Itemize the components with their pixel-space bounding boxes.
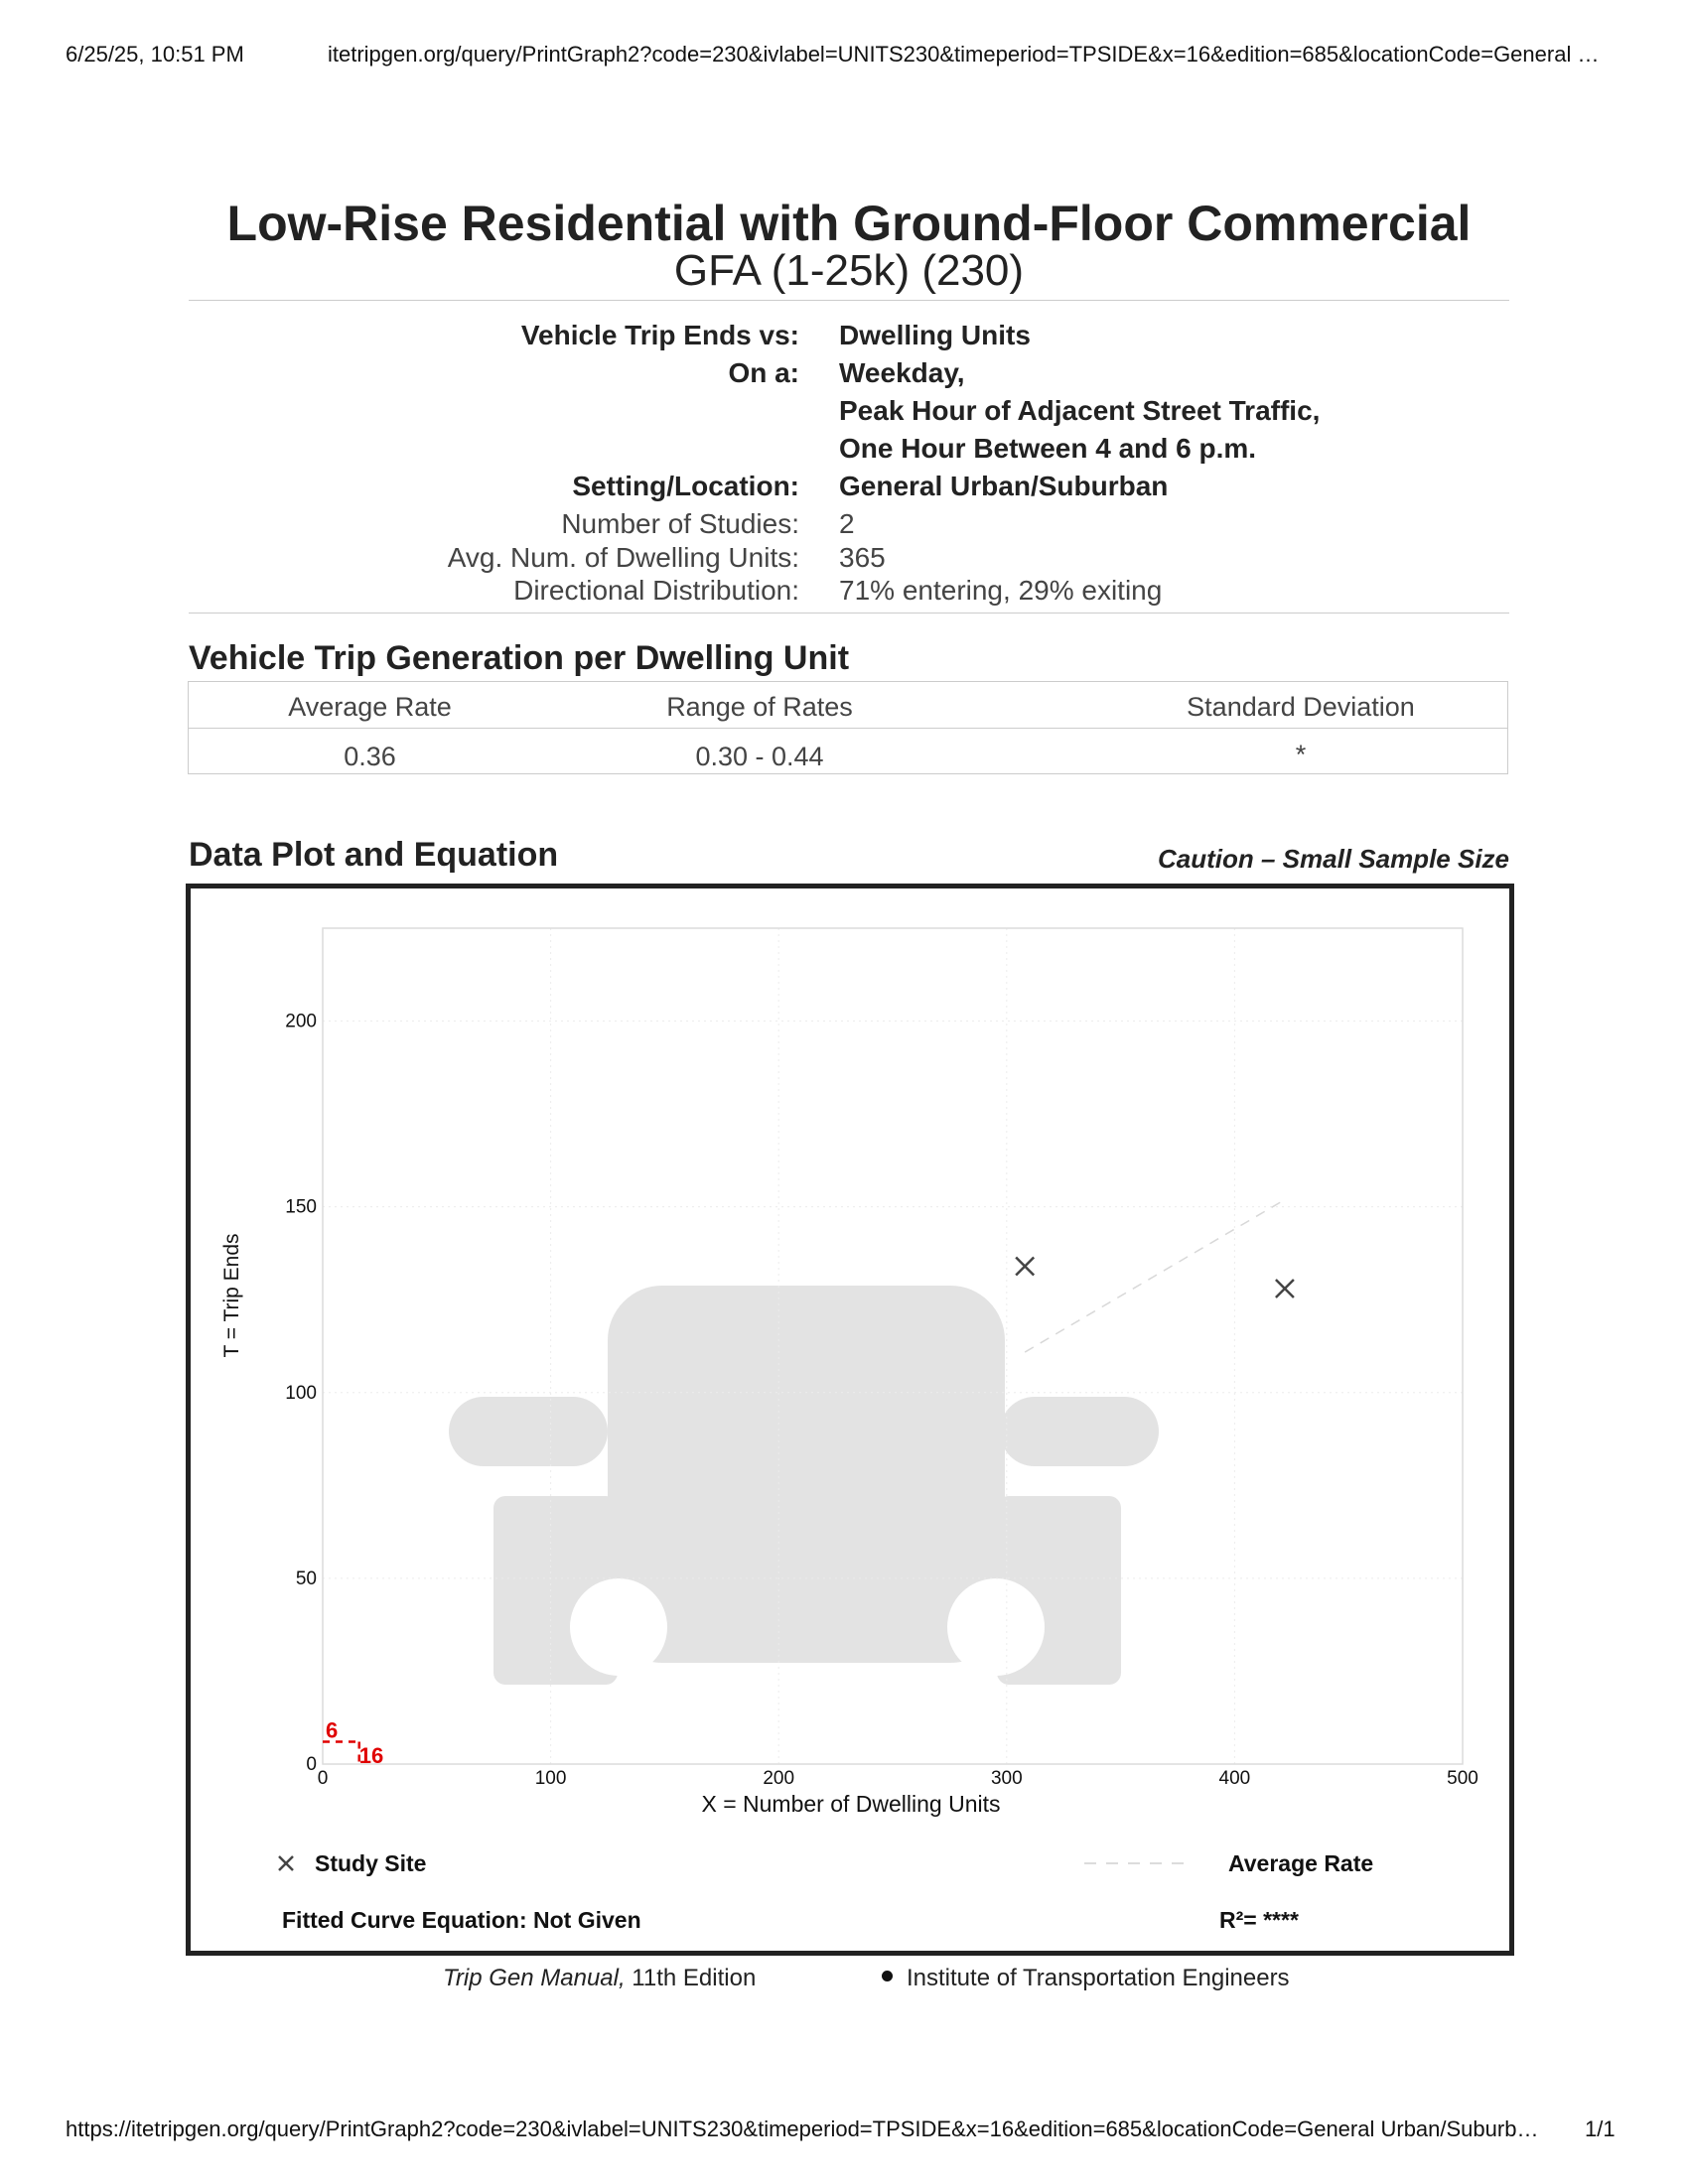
print-header-url: itetripgen.org/query/PrintGraph2?code=230&ivlabel=UNITS230&timeperiod=TPSIDE&x=16&edition=685&locationCode=General … xyxy=(328,42,1600,67)
direction-value: 71% entering, 29% exiting xyxy=(839,575,1163,606)
x-tick-label: 100 xyxy=(534,1768,567,1789)
credit-manual-edition: 11th Edition xyxy=(625,1965,757,1991)
studies-value: 2 xyxy=(839,508,855,539)
bullet-icon xyxy=(882,1971,893,1981)
x-axis-label: X = Number of Dwelling Units xyxy=(701,1791,1001,1817)
print-date: 6/25/25, 10:51 PM xyxy=(66,42,244,67)
y-tick-label: 100 xyxy=(285,1382,317,1404)
on-a-value-line1: Weekday, xyxy=(839,357,965,388)
rates-heading: Vehicle Trip Generation per Dwelling Unit xyxy=(189,639,850,677)
x-tick-label: 0 xyxy=(317,1768,329,1789)
study-site-point xyxy=(1016,1258,1034,1276)
legend-study-site-icon xyxy=(279,1856,293,1870)
info-row-setting xyxy=(189,471,1509,508)
info-row-on-a-2 xyxy=(189,395,1509,433)
setting-label: Setting/Location: xyxy=(572,471,799,501)
x-tick-label: 300 xyxy=(990,1768,1023,1789)
average-rate-line-group xyxy=(1025,1199,1285,1352)
x-tick-label: 500 xyxy=(1447,1768,1478,1789)
car-watermark-icon xyxy=(449,1286,1159,1685)
trip-ends-label: Vehicle Trip Ends vs: xyxy=(520,320,799,350)
trip-ends-value: Dwelling Units xyxy=(839,320,1031,350)
on-a-label: On a: xyxy=(728,357,799,388)
on-a-value-line3: One Hour Between 4 and 6 p.m. xyxy=(839,433,1257,464)
scatter-chart xyxy=(191,888,1509,1951)
info-row-trip-ends xyxy=(189,320,1509,357)
x-tick-label: 400 xyxy=(1218,1768,1251,1789)
x-axis-ticks xyxy=(318,1768,1478,1789)
study-site-point xyxy=(1276,1280,1294,1297)
info-row-studies xyxy=(189,508,1509,546)
credit-manual xyxy=(443,1965,756,1992)
direction-label: Directional Distribution: xyxy=(513,575,799,606)
rates-table xyxy=(188,681,1508,774)
plot-heading: Data Plot and Equation xyxy=(189,836,559,874)
credit-organization-name: Institute of Transportation Engineers xyxy=(907,1965,1290,1991)
rates-header-stddev: Standard Deviation xyxy=(1187,692,1415,722)
rates-value-range: 0.30 - 0.44 xyxy=(695,742,824,771)
fitted-curve-equation: Fitted Curve Equation: Not Given xyxy=(282,1907,641,1933)
info-row-direction xyxy=(189,575,1509,613)
rates-header-range: Range of Rates xyxy=(666,692,853,722)
plot-frame xyxy=(186,884,1514,1956)
avg-units-label: Avg. Num. of Dwelling Units: xyxy=(447,542,799,573)
rates-header-average: Average Rate xyxy=(288,692,452,722)
print-page-number: 1/1 xyxy=(1585,2116,1616,2141)
divider xyxy=(189,613,1509,614)
rates-value-average: 0.36 xyxy=(344,742,396,771)
r-squared: R²= **** xyxy=(1219,1907,1299,1933)
average-rate-line xyxy=(1025,1199,1285,1352)
legend xyxy=(279,1850,1373,1933)
y-tick-label: 50 xyxy=(295,1568,317,1589)
y-tick-label: 150 xyxy=(285,1196,317,1218)
input-x-label: 16 xyxy=(358,1743,384,1768)
legend-study-site-label: Study Site xyxy=(315,1850,427,1876)
input-marker xyxy=(323,1718,383,1768)
input-y-label: 6 xyxy=(326,1717,339,1743)
data-points xyxy=(1016,1258,1294,1297)
print-footer-url: https://itetripgen.org/query/PrintGraph2?code=230&ivlabel=UNITS230&timeperiod=TPSIDE&x=16&edition=685&locationCode=General Urban/Suburb… xyxy=(66,2116,1539,2141)
y-axis-ticks xyxy=(285,1012,317,1775)
page-subtitle: GFA (1-25k) (230) xyxy=(673,246,1025,295)
page-title: Low-Rise Residential with Ground-Floor Commercial xyxy=(226,196,1472,251)
y-axis-label: T = Trip Ends xyxy=(220,1233,243,1358)
credit-manual-title: Trip Gen Manual, xyxy=(443,1965,626,1991)
info-row-on-a xyxy=(189,357,1509,395)
on-a-value-line2: Peak Hour of Adjacent Street Traffic, xyxy=(839,395,1321,426)
y-tick-label: 200 xyxy=(285,1011,317,1032)
legend-average-rate-label: Average Rate xyxy=(1228,1850,1374,1876)
setting-value: General Urban/Suburban xyxy=(839,471,1169,501)
studies-label: Number of Studies: xyxy=(561,508,799,539)
divider xyxy=(189,300,1509,301)
y-tick-label: 0 xyxy=(306,1754,317,1775)
credit-organization xyxy=(882,1965,1290,1992)
x-tick-label: 200 xyxy=(763,1768,795,1789)
info-row-on-a-3 xyxy=(189,433,1509,471)
rates-value-stddev: * xyxy=(1295,740,1307,769)
caution-note: Caution – Small Sample Size xyxy=(1158,844,1509,874)
avg-units-value: 365 xyxy=(839,542,886,573)
